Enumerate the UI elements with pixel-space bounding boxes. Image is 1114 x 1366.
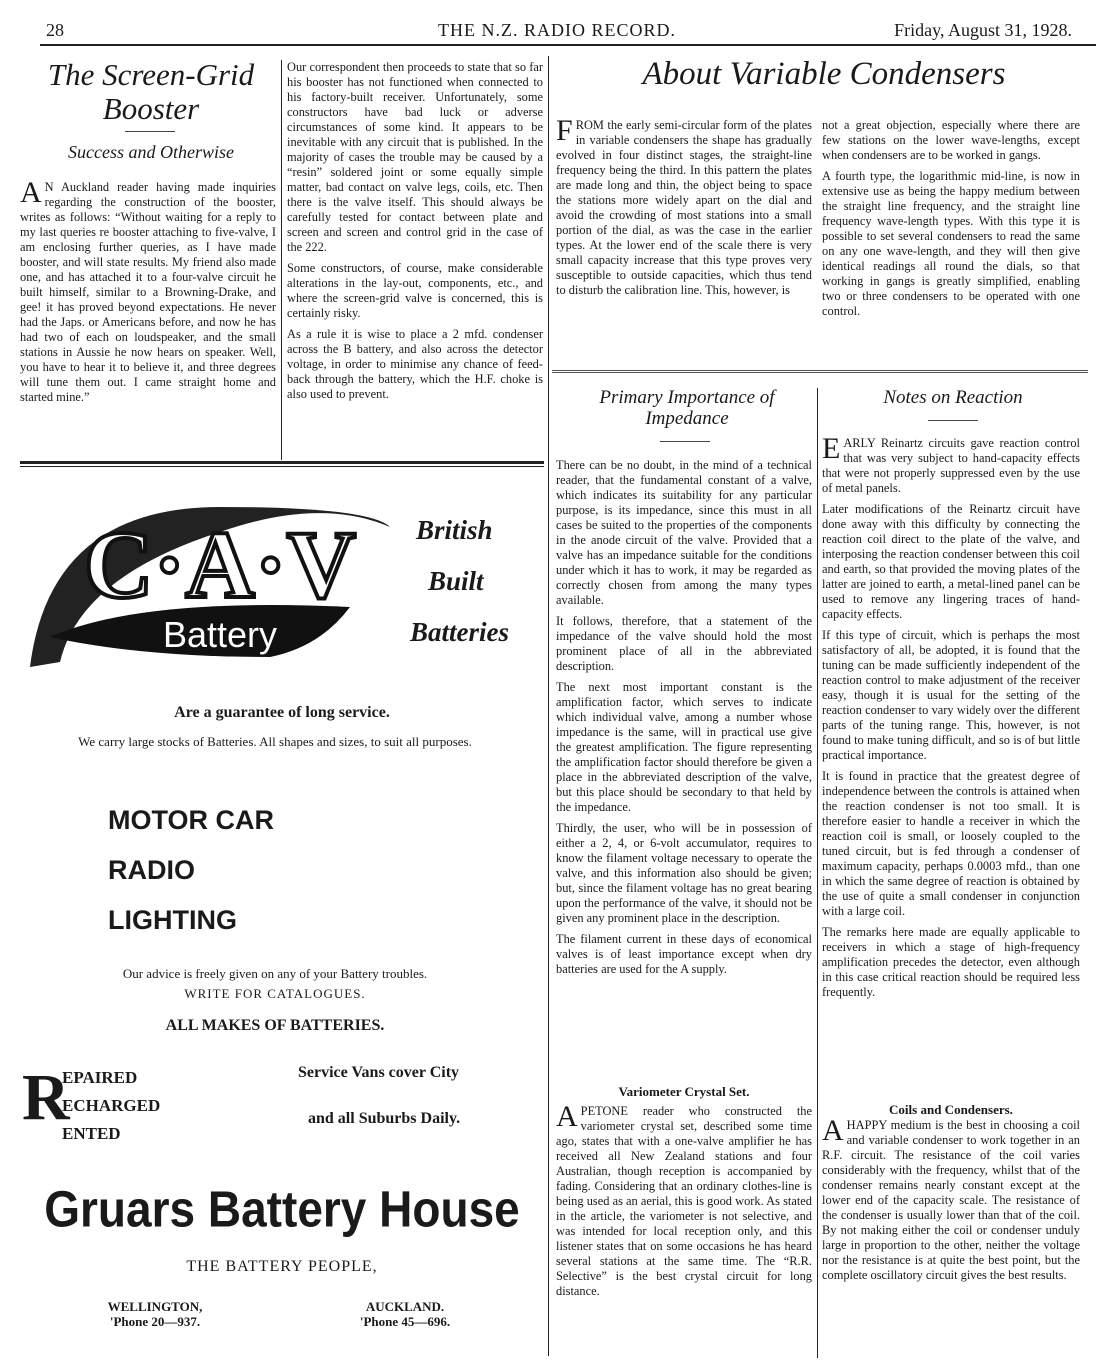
uses-list [108,795,408,945]
screen-grid-subtitle: Success and Otherwise [68,142,234,162]
reaction-body [822,432,1080,1006]
column-rule [548,56,549,1356]
advice-line: Our advice is freely given on any of your Battery troubles. [122,966,428,981]
variable-col1 [556,114,812,298]
variometer-body [556,1100,812,1299]
catalogues-line: WRITE FOR CATALOGUES. [184,986,366,1001]
variable-para: not a great objection, especially where there are few stations on the lower wave-lengths, except when condensers are to be worked in gangs. [822,118,1080,162]
rented-line: ENTED [62,1124,121,1143]
reaction-para: The remarks here made are equally applicable to receivers in which a stage of high-frequency amplification precedes the detector, even although in this case critical reaction should be required less frequently. [822,925,1080,999]
repaired-line: EPAIRED [62,1068,138,1087]
reaction-para: If this type of circuit, which is perhaps the most satisfactory of all, be adopted, it is found that the tuning can be made sufficiently independent of the reaction control to make adjustment of the receiver easy, though it is usual for the setting of the reaction condenser to vary widely over the different parts of the tuning range. This, however, is not found to make tuning difficult, and so is of but little practical importance. [822,628,1080,762]
variometer-title: Variometer Crystal Set. [618,1084,750,1099]
all-makes-line: ALL MAKES OF BATTERIES. [165,1017,385,1034]
impedance-para: The next most important constant is the amplification factor, which serves to indicate which individual valve, among a number whose impedance is the same, will in practical use give the greatest amplification. The figure representing the amplification factor should therefore be given a place in the abbreviated description of the valve, but this place should be secondary to that held by the impedance. [556,680,812,814]
r-lines [62,1064,212,1148]
cav-logo [20,487,400,687]
batteries-word: Batteries [410,617,509,647]
variable-title: About Variable Condensers [642,56,1006,92]
coils-text: HAPPY medium is the best in choosing a coil and variable condenser to work together in an R.F. circuit. The resistance of the coil varies considerably with the frequency, whilst that of the condenser remains nearly constant except at the lower end of the capacity scale. The resistance of the condenser is usually lower than that of the coil. By not making either the coil or condenser unduly large in proportion to the other, neither the voltage nor the resistance is at quite the best point, but the complete oscillatory circuit gives the best results. [822,1118,1080,1282]
vans-line-2: and all Suburbs Daily. [308,1110,461,1127]
screen-grid-col2 [287,60,543,408]
wellington-phone: 'Phone 20—937. [109,1314,201,1329]
reaction-title: Notes on Reaction [883,387,1023,408]
column-rule [281,60,282,460]
stocks-line: We carry large stocks of Batteries. All shapes and sizes, to suit all purposes. [78,734,472,749]
dropcap-a: A [20,176,42,209]
variometer-text: PETONE reader who constructed the variometer crystal set, described some time ago, states that with a one-valve amplifier he has received all New Zealand stations and four Australian, though reception is accompanied by fading. Considering that an ordinary clothes-line is being used as an aerial, this is good work. As stated in the article, the variometer is not selective, and was intended for local reception only, and this listener states that on some occasions he has heard several stations at the same time. The “R.R. Selective” is the best crystal circuit for long distance. [556,1104,812,1298]
impedance-body [556,458,812,983]
impedance-para: Thirdly, the user, who will be in possession of either a 2, 4, or 6-volt accumulator, requires to know the filament voltage necessary to operate the valve, and this information also should be given; but, since the filament voltage has no great bearing upon the performance of the valve, it should not be given any prominent place in the description. [556,821,812,925]
auckland-label: AUCKLAND. [365,1299,445,1314]
impedance-para: There can be no doubt, in the mind of a technical reader, that the fundamental constant of a valve, which indicates its suitability for any particular purpose, is its impedance, since this must in all cases be suited to the properties of the components in the anode circuit of the valve. Provided that a valve has an impedance suitable for the conditions under which it has to work, it may be regarded as correctly chosen from among the many types available. [556,458,812,607]
use-item: RADIO [108,855,195,885]
variable-col2 [822,118,1080,325]
cav-battery-word: Battery [162,614,278,655]
guarantee-line: Are a guarantee of long service. [174,704,390,721]
coils-body [822,1114,1080,1283]
issue-date: Friday, August 31, 1928. [894,20,1072,40]
publication-title: THE N.Z. RADIO RECORD. [438,20,676,40]
impedance-title: Primary Importance of Impedance [599,387,775,429]
divider [552,370,1088,373]
wellington-label: WELLINGTON, [107,1299,203,1314]
screen-grid-para: Some constructors, of course, make considerable alterations in the lay-out, components, etc., and where the screen-grid valve is concerned, this is certainly risky. [287,261,543,320]
impedance-para: It follows, therefore, that a statement of the impedance of the valve should hold the most prominent place of all in the abbreviated description. [556,614,812,673]
use-item: MOTOR CAR [108,805,274,835]
dropcap-a3: A [822,1114,844,1147]
reaction-para: It is found in practice that the greatest degree of independence between the controls is attained when the reaction condenser is not too small. It is therefore easier to handle a receiver in which the reaction coil is small, or loosely coupled to the tuned circuit, but is fed through a condenser of maximum capacity, perhaps 0.0003 mfd., than one in which the same degree of reaction is obtained by the use of quite a small condenser in conjunction with a large coil. [822,769,1080,918]
screen-grid-para: As a rule it is wise to place a 2 mfd. condenser across the B battery, and also across the detector voltage, in order to minimise any chance of feed-back through the battery, which the H.F. choke is also used to prevent. [287,327,543,401]
dropcap-f: F [556,114,573,147]
cav-logo-graphic [20,487,400,687]
reaction-para: Later modifications of the Reinartz circuit have done away with this difficulty by connecting the reaction coil direct to the plate of the valve, and interposing the reaction condenser between this coil and earth, so that provided the moving plates of the latter are joined to earth, a metal-lined panel can be used to remove any lingering traces of hand-capacity effects. [822,502,1080,621]
header-rule [40,44,1096,46]
impedance-para: The filament current in these days of economical valves is of least importance except when dry batteries are used for the A supply. [556,932,812,976]
column-rule [817,388,818,1358]
reaction-para: EARLY Reinartz circuits gave reaction control that was very subject to hand-capacity effects that were not properly suppressed even by the use of metal panels. [822,432,1080,495]
screen-grid-text1: N Auckland reader having made inquiries regarding the construction of the booster, writes as follows: “Without waiting for a reply to my last queries re booster attaching to five-valve, I am enclosing further queries, as I have made booster, and will state results. My friend also made one, and has attached it to a four-valve circuit he built himself, similar to a Browning-Drake, and gee! it has proved beyond expectations. He never had the Japs. or Americans before, and now he has had two of each on loudspeaker, and the small stations in Aussie he now hears on speaker. Well, you have to hear it to believe it, and three degrees will tune them out. I came straight home and started mine.” [20,180,276,404]
section-rule [20,461,544,464]
built-word: Built [428,566,484,596]
dropcap-e: E [822,432,841,465]
battery-people-line: THE BATTERY PEOPLE, [186,1258,378,1275]
company-name: Gruars Battery House [44,1180,520,1238]
auckland-phone: 'Phone 45—696. [359,1314,451,1329]
recharged-line: ECHARGED [62,1096,161,1115]
title-rule [660,441,710,442]
section-rule [20,466,544,467]
title-rule [125,131,175,132]
variable-text1: ROM the early semi-circular form of the plates in variable condensers the shape has gradually evolved in four distinct stages, the straight-line frequency being the third. In this pattern the plates are made long and thin, the object being to space the stations more widely apart on the dial and avoid the crowding of most stations into a small portion of the dial, as was the case in the earlier types. At the lower end of the scale there is very small capacity increase that this type proves very susceptible to outside capacities, which thus tend to disturb the calibration line. This, however, is [556,118,812,297]
british-built-block [410,505,540,658]
screen-grid-col1 [20,176,276,405]
coils-title: Coils and Condensers. [889,1102,1013,1117]
screen-grid-para: Our correspondent then proceeds to state that so far his booster has not functioned when connected to his factory-built receiver. Unfortunately, some constructors have bad luck or adverse circumstances of some kind. It appears to be inevitable with any circuit that is published. In the majority of cases the trouble may be caused by a “resin” soldered joint or some equally simple matter, bad contact on valve legs, coils, etc. Then there is the valve itself. This should always be carefully tested for contact between plate and screen and screen and control grid in the case of the 222. [287,60,543,254]
cav-letters: C·A·V [83,511,357,618]
page-number: 28 [46,20,64,40]
dropcap-a2: A [556,1100,578,1133]
big-r-initial: R [22,1061,70,1134]
page-header [0,20,1114,46]
use-item: LIGHTING [108,905,237,935]
vans-line-1: Service Vans cover City [298,1064,460,1081]
variable-para: A fourth type, the logarithmic mid-line, is now in extensive use as being the happy medium between the straight line frequency, and the straight line frequency wave-length types. With this type it is possible to set several condensers to read the same on any one wave-length, and they will then give identical readings all round the dials, so that working in gangs is greatly simplified, enabling two or three condensers to be operated with one control. [822,169,1080,318]
screen-grid-title: The Screen-Grid Booster [47,57,255,127]
british-word: British [416,515,493,545]
title-rule [928,420,978,421]
